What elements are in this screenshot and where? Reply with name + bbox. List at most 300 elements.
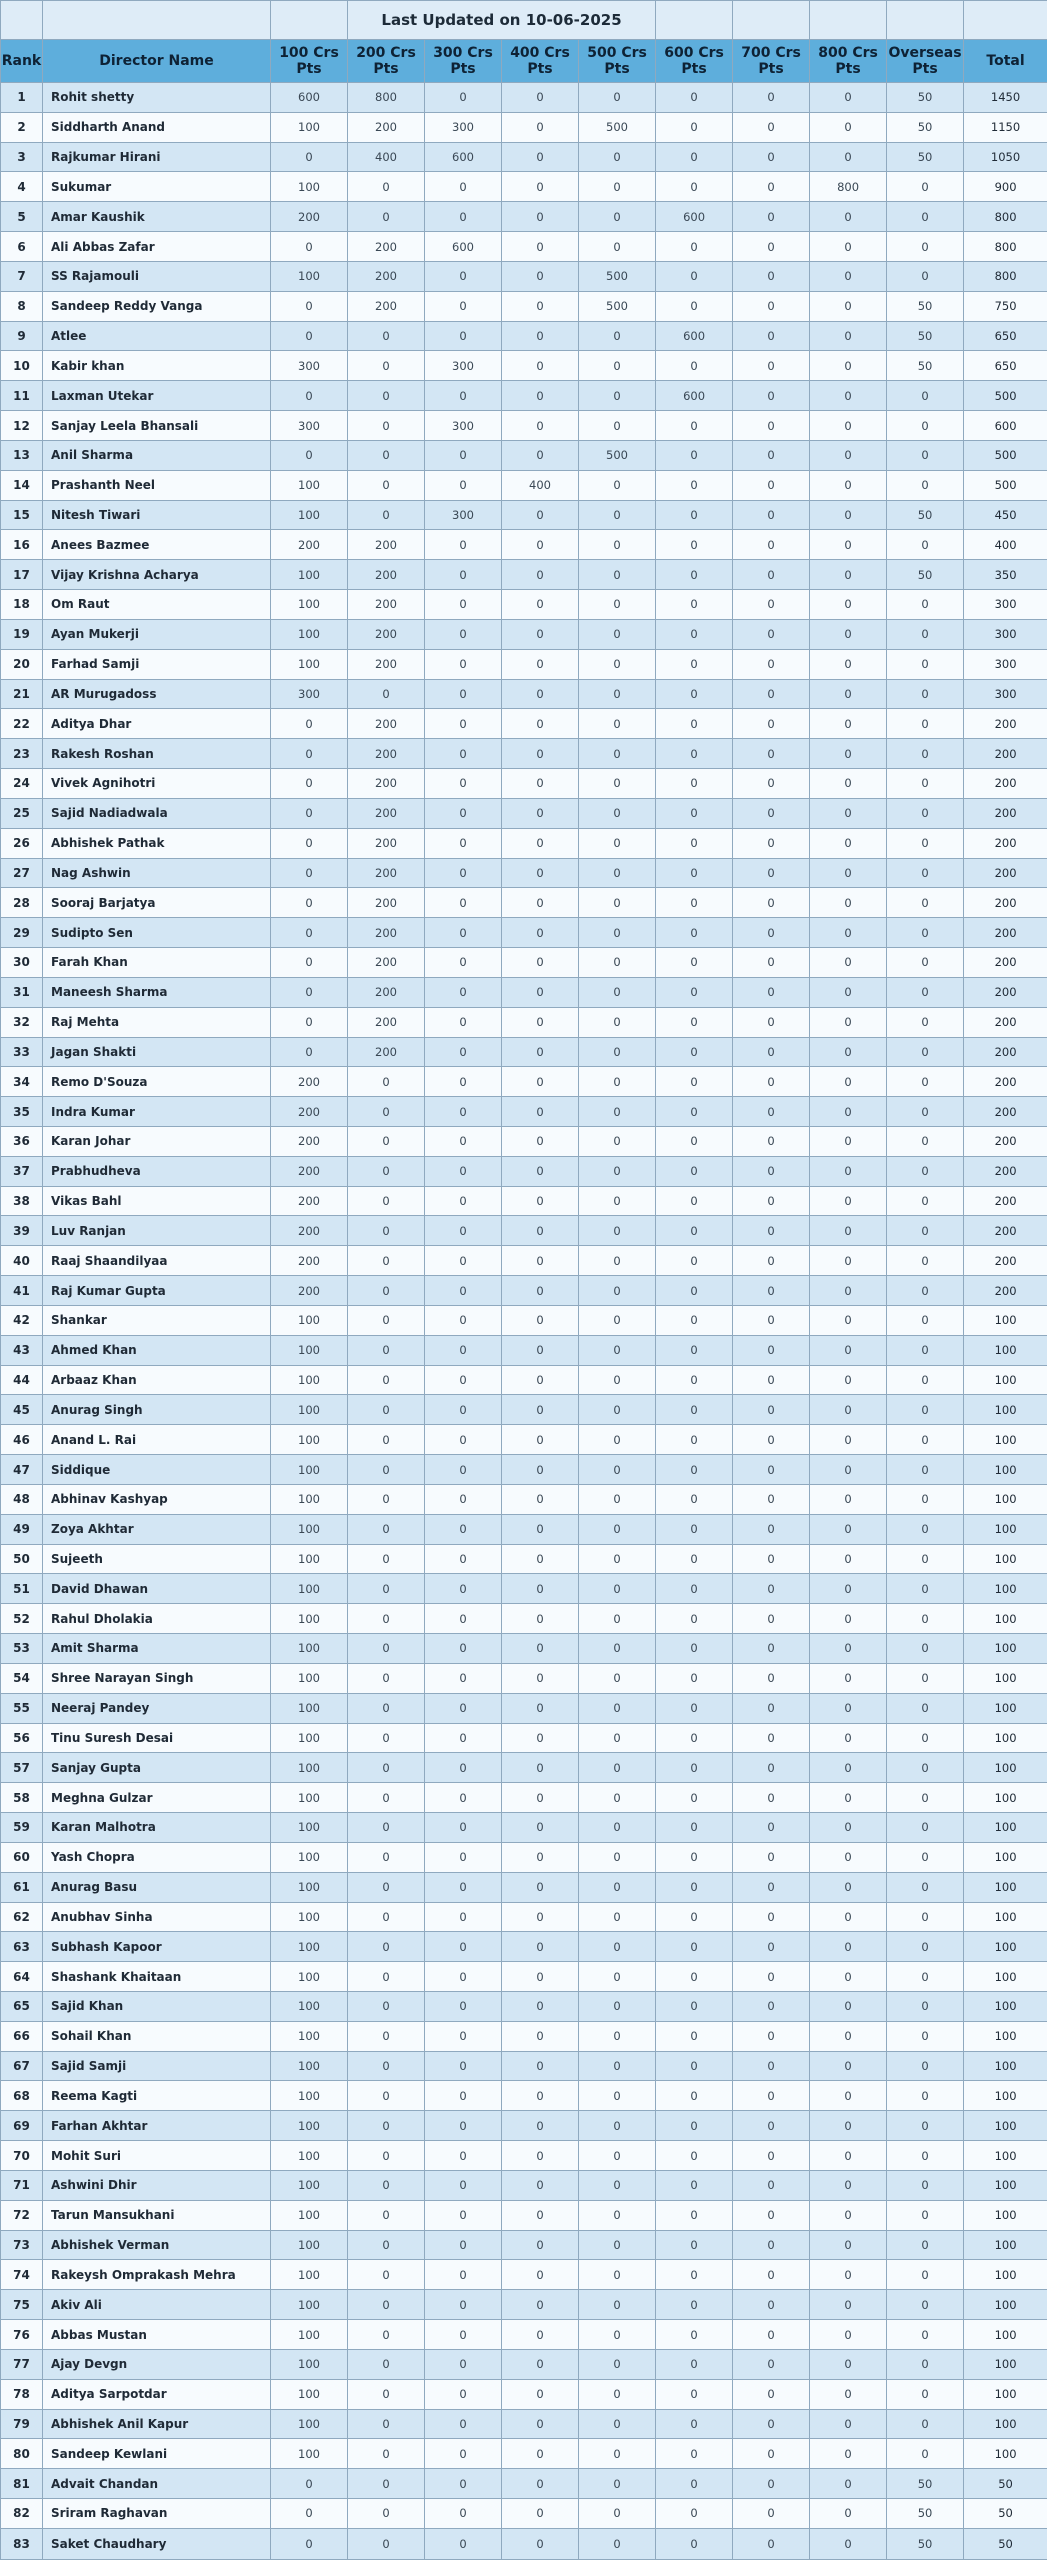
pts-300-cell: 600 [425, 232, 502, 262]
table-row [1, 1126, 1047, 1156]
blank-cell [733, 1, 810, 40]
pts-300-cell: 0 [425, 2260, 502, 2290]
pts-300-cell: 0 [425, 1932, 502, 1962]
pts-700-cell: 0 [733, 2021, 810, 2051]
pts-700-cell: 0 [733, 1604, 810, 1634]
director-name-cell: Sandeep Reddy Vanga [43, 291, 271, 321]
pts-700-cell: 0 [733, 1514, 810, 1544]
pts-700-cell: 0 [733, 1305, 810, 1335]
pts-200-cell: 0 [348, 2141, 425, 2171]
pts-400-cell: 0 [502, 1544, 579, 1574]
pts-700-cell: 0 [733, 2528, 810, 2559]
director-name-cell: Amit Sharma [43, 1634, 271, 1664]
director-name-cell: Aditya Sarpotdar [43, 2379, 271, 2409]
pts-400-cell: 0 [502, 1097, 579, 1127]
pts-600-cell: 0 [656, 1425, 733, 1455]
pts-800-cell: 0 [810, 1872, 887, 1902]
director-name-cell: Abhishek Anil Kapur [43, 2409, 271, 2439]
pts-300-cell: 0 [425, 2111, 502, 2141]
total-cell: 200 [964, 1097, 1047, 1127]
pts-800-cell: 0 [810, 2469, 887, 2499]
pts-300-cell: 0 [425, 1007, 502, 1037]
pts-700-cell: 0 [733, 888, 810, 918]
pts-100-cell: 100 [271, 2439, 348, 2469]
pts-200-cell: 0 [348, 1126, 425, 1156]
pts-500-cell: 0 [579, 500, 656, 530]
pts-100-cell: 200 [271, 1246, 348, 1276]
table-row [1, 381, 1047, 411]
pts-400-cell: 0 [502, 530, 579, 560]
table-row [1, 1365, 1047, 1395]
pts-500-cell: 0 [579, 1813, 656, 1843]
pts-100-cell: 100 [271, 2081, 348, 2111]
pts-400-cell: 0 [502, 2111, 579, 2141]
overseas-pts-cell: 0 [887, 858, 964, 888]
rank-cell: 7 [1, 261, 43, 291]
total-cell: 200 [964, 1126, 1047, 1156]
pts-300-cell: 0 [425, 2469, 502, 2499]
rank-cell: 29 [1, 918, 43, 948]
pts-100-cell: 100 [271, 1902, 348, 1932]
pts-300-cell: 0 [425, 1395, 502, 1425]
table-row [1, 739, 1047, 769]
table-row [1, 769, 1047, 799]
director-name-cell: Sanjay Gupta [43, 1753, 271, 1783]
pts-600-cell: 0 [656, 948, 733, 978]
overseas-pts-cell: 0 [887, 1455, 964, 1485]
total-cell: 800 [964, 202, 1047, 232]
pts-700-cell: 0 [733, 2260, 810, 2290]
total-cell: 100 [964, 1872, 1047, 1902]
table-row [1, 2260, 1047, 2290]
total-cell: 800 [964, 261, 1047, 291]
pts-100-cell: 100 [271, 112, 348, 142]
pts-300-cell: 0 [425, 918, 502, 948]
pts-800-cell: 0 [810, 1783, 887, 1813]
pts-800-cell: 0 [810, 1574, 887, 1604]
total-cell: 100 [964, 1693, 1047, 1723]
pts-200-cell: 0 [348, 1693, 425, 1723]
pts-800-cell: 0 [810, 1813, 887, 1843]
total-cell: 100 [964, 1574, 1047, 1604]
total-cell: 200 [964, 888, 1047, 918]
rank-cell: 41 [1, 1276, 43, 1306]
blank-cell [43, 1, 271, 40]
table-row [1, 530, 1047, 560]
pts-800-cell: 0 [810, 291, 887, 321]
pts-300-cell: 0 [425, 202, 502, 232]
pts-600-cell: 0 [656, 2290, 733, 2320]
pts-300-cell: 0 [425, 1305, 502, 1335]
total-cell: 1150 [964, 112, 1047, 142]
pts-500-cell: 0 [579, 1783, 656, 1813]
pts-700-cell: 0 [733, 679, 810, 709]
overseas-pts-cell: 0 [887, 381, 964, 411]
overseas-pts-cell: 0 [887, 1872, 964, 1902]
table-row [1, 291, 1047, 321]
pts-400-cell: 0 [502, 2469, 579, 2499]
pts-600-cell: 0 [656, 2111, 733, 2141]
pts-700-cell: 0 [733, 1425, 810, 1455]
table-row [1, 112, 1047, 142]
pts-100-cell: 0 [271, 381, 348, 411]
table-row [1, 1216, 1047, 1246]
pts-800-cell: 0 [810, 2170, 887, 2200]
pts-500-cell: 0 [579, 1604, 656, 1634]
total-cell: 200 [964, 1037, 1047, 1067]
pts-600-cell: 0 [656, 1813, 733, 1843]
pts-700-cell: 0 [733, 2111, 810, 2141]
pts-500-cell: 0 [579, 2499, 656, 2529]
pts-300-cell: 0 [425, 1902, 502, 1932]
pts-200-cell: 0 [348, 440, 425, 470]
rank-cell: 14 [1, 470, 43, 500]
director-name-cell: Farhad Samji [43, 649, 271, 679]
table-row [1, 948, 1047, 978]
overseas-pts-cell: 0 [887, 2290, 964, 2320]
total-cell: 200 [964, 709, 1047, 739]
pts-800-cell: 0 [810, 1156, 887, 1186]
pts-400-cell: 0 [502, 1634, 579, 1664]
rank-cell: 64 [1, 1962, 43, 1992]
pts-600-cell: 0 [656, 560, 733, 590]
pts-500-cell: 0 [579, 142, 656, 172]
pts-200-cell: 0 [348, 2528, 425, 2559]
rank-cell: 4 [1, 172, 43, 202]
pts-500-cell: 0 [579, 321, 656, 351]
rank-cell: 77 [1, 2349, 43, 2379]
rank-cell: 82 [1, 2499, 43, 2529]
overseas-pts-cell: 0 [887, 977, 964, 1007]
rank-cell: 19 [1, 619, 43, 649]
rank-cell: 81 [1, 2469, 43, 2499]
header-row [1, 40, 1047, 83]
pts-200-cell: 0 [348, 2439, 425, 2469]
pts-500-cell: 0 [579, 1216, 656, 1246]
pts-100-cell: 0 [271, 769, 348, 799]
pts-100-cell: 0 [271, 142, 348, 172]
pts-400-cell: 0 [502, 2439, 579, 2469]
pts-300-cell: 0 [425, 2081, 502, 2111]
director-name-cell: Anurag Basu [43, 1872, 271, 1902]
pts-100-cell: 100 [271, 172, 348, 202]
pts-600-cell: 0 [656, 232, 733, 262]
rank-cell: 51 [1, 1574, 43, 1604]
overseas-pts-cell: 0 [887, 1305, 964, 1335]
pts-800-cell: 0 [810, 1335, 887, 1365]
pts-800-cell: 0 [810, 1484, 887, 1514]
pts-500-cell: 0 [579, 858, 656, 888]
overseas-pts-cell: 0 [887, 1067, 964, 1097]
director-name-cell: Laxman Utekar [43, 381, 271, 411]
overseas-pts-cell: 0 [887, 202, 964, 232]
pts-300-cell: 0 [425, 381, 502, 411]
rank-cell: 44 [1, 1365, 43, 1395]
director-name-cell: Ayan Mukerji [43, 619, 271, 649]
pts-500-cell: 0 [579, 2528, 656, 2559]
pts-100-cell: 0 [271, 2528, 348, 2559]
director-name-cell: Sriram Raghavan [43, 2499, 271, 2529]
pts-600-cell: 0 [656, 709, 733, 739]
pts-400-cell: 0 [502, 2200, 579, 2230]
overseas-pts-cell: 0 [887, 1037, 964, 1067]
pts-200-cell: 0 [348, 351, 425, 381]
pts-800-cell: 0 [810, 1365, 887, 1395]
rank-cell: 2 [1, 112, 43, 142]
pts-800-cell: 0 [810, 590, 887, 620]
rank-cell: 79 [1, 2409, 43, 2439]
pts-500-cell: 0 [579, 1753, 656, 1783]
pts-200-cell: 0 [348, 321, 425, 351]
pts-500-cell: 500 [579, 291, 656, 321]
pts-200-cell: 0 [348, 1604, 425, 1634]
pts-100-cell: 100 [271, 2290, 348, 2320]
total-cell: 100 [964, 1842, 1047, 1872]
pts-300-cell: 0 [425, 2349, 502, 2379]
pts-100-cell: 200 [271, 1276, 348, 1306]
table-row [1, 142, 1047, 172]
pts-700-cell: 0 [733, 649, 810, 679]
table-row [1, 1037, 1047, 1067]
table-row [1, 2021, 1047, 2051]
table-row [1, 2051, 1047, 2081]
table-row [1, 1723, 1047, 1753]
pts-700-cell: 0 [733, 1395, 810, 1425]
pts-100-cell: 100 [271, 590, 348, 620]
director-name-cell: Farhan Akhtar [43, 2111, 271, 2141]
rank-cell: 36 [1, 1126, 43, 1156]
rank-cell: 60 [1, 1842, 43, 1872]
pts-500-cell: 0 [579, 888, 656, 918]
total-cell: 350 [964, 560, 1047, 590]
blank-cell [656, 1, 733, 40]
pts-800-cell: 0 [810, 530, 887, 560]
pts-800-cell: 0 [810, 1992, 887, 2022]
pts-600-cell: 0 [656, 2051, 733, 2081]
pts-500-cell: 0 [579, 1634, 656, 1664]
pts-500-cell: 0 [579, 2200, 656, 2230]
pts-800-cell: 0 [810, 2111, 887, 2141]
pts-600-cell: 0 [656, 2349, 733, 2379]
pts-300-cell: 0 [425, 1842, 502, 1872]
column-header-overseas: Overseas Pts [887, 40, 964, 83]
pts-200-cell: 200 [348, 261, 425, 291]
total-cell: 100 [964, 1365, 1047, 1395]
overseas-pts-cell: 50 [887, 83, 964, 113]
director-name-cell: Amar Kaushik [43, 202, 271, 232]
total-cell: 100 [964, 1514, 1047, 1544]
total-cell: 650 [964, 321, 1047, 351]
director-name-cell: Sajid Nadiadwala [43, 798, 271, 828]
pts-400-cell: 0 [502, 918, 579, 948]
blank-cell [271, 1, 348, 40]
pts-200-cell: 200 [348, 291, 425, 321]
pts-500-cell: 0 [579, 530, 656, 560]
rank-cell: 28 [1, 888, 43, 918]
pts-500-cell: 0 [579, 1395, 656, 1425]
rank-cell: 57 [1, 1753, 43, 1783]
overseas-pts-cell: 0 [887, 2141, 964, 2171]
pts-500-cell: 0 [579, 1484, 656, 1514]
table-row [1, 2111, 1047, 2141]
pts-700-cell: 0 [733, 619, 810, 649]
total-cell: 500 [964, 470, 1047, 500]
pts-500-cell: 0 [579, 2379, 656, 2409]
director-name-cell: Siddique [43, 1455, 271, 1485]
overseas-pts-cell: 50 [887, 2528, 964, 2559]
pts-600-cell: 0 [656, 1514, 733, 1544]
pts-700-cell: 0 [733, 470, 810, 500]
total-cell: 800 [964, 232, 1047, 262]
pts-600-cell: 0 [656, 769, 733, 799]
pts-500-cell: 0 [579, 1037, 656, 1067]
pts-300-cell: 600 [425, 142, 502, 172]
overseas-pts-cell: 0 [887, 1246, 964, 1276]
pts-800-cell: 0 [810, 411, 887, 441]
pts-300-cell: 0 [425, 2320, 502, 2350]
overseas-pts-cell: 0 [887, 1783, 964, 1813]
pts-800-cell: 0 [810, 1962, 887, 1992]
pts-600-cell: 0 [656, 1872, 733, 1902]
total-cell: 200 [964, 739, 1047, 769]
pts-100-cell: 0 [271, 948, 348, 978]
rank-cell: 35 [1, 1097, 43, 1127]
pts-600-cell: 0 [656, 679, 733, 709]
director-name-cell: Tinu Suresh Desai [43, 1723, 271, 1753]
pts-800-cell: 0 [810, 351, 887, 381]
pts-400-cell: 0 [502, 1067, 579, 1097]
rank-cell: 32 [1, 1007, 43, 1037]
pts-700-cell: 0 [733, 1842, 810, 1872]
pts-100-cell: 100 [271, 2200, 348, 2230]
pts-800-cell: 0 [810, 2081, 887, 2111]
director-name-cell: Shashank Khaitaan [43, 1962, 271, 1992]
director-name-cell: Anurag Singh [43, 1395, 271, 1425]
pts-300-cell: 300 [425, 112, 502, 142]
pts-500-cell: 500 [579, 112, 656, 142]
rank-cell: 69 [1, 2111, 43, 2141]
pts-100-cell: 0 [271, 798, 348, 828]
pts-800-cell: 0 [810, 2379, 887, 2409]
pts-600-cell: 0 [656, 1305, 733, 1335]
rank-cell: 68 [1, 2081, 43, 2111]
pts-600-cell: 0 [656, 2439, 733, 2469]
rank-cell: 13 [1, 440, 43, 470]
overseas-pts-cell: 0 [887, 739, 964, 769]
total-cell: 100 [964, 2379, 1047, 2409]
pts-600-cell: 0 [656, 798, 733, 828]
overseas-pts-cell: 50 [887, 2469, 964, 2499]
table-row [1, 2200, 1047, 2230]
pts-100-cell: 100 [271, 1723, 348, 1753]
pts-200-cell: 0 [348, 2111, 425, 2141]
pts-800-cell: 0 [810, 1425, 887, 1455]
pts-300-cell: 0 [425, 1425, 502, 1455]
overseas-pts-cell: 0 [887, 1902, 964, 1932]
rank-cell: 8 [1, 291, 43, 321]
pts-600-cell: 0 [656, 858, 733, 888]
pts-300-cell: 0 [425, 1156, 502, 1186]
pts-500-cell: 0 [579, 977, 656, 1007]
overseas-pts-cell: 0 [887, 2111, 964, 2141]
pts-400-cell: 0 [502, 1783, 579, 1813]
pts-800-cell: 0 [810, 2230, 887, 2260]
table-row [1, 1156, 1047, 1186]
director-name-cell: Ali Abbas Zafar [43, 232, 271, 262]
pts-400-cell: 0 [502, 291, 579, 321]
director-name-cell: Abbas Mustan [43, 2320, 271, 2350]
overseas-pts-cell: 0 [887, 1693, 964, 1723]
table-row [1, 1544, 1047, 1574]
pts-200-cell: 200 [348, 619, 425, 649]
pts-200-cell: 200 [348, 530, 425, 560]
pts-300-cell: 0 [425, 1097, 502, 1127]
director-name-cell: AR Murugadoss [43, 679, 271, 709]
pts-500-cell: 0 [579, 1992, 656, 2022]
pts-300-cell: 0 [425, 858, 502, 888]
pts-600-cell: 0 [656, 1455, 733, 1485]
pts-400-cell: 0 [502, 1842, 579, 1872]
pts-600-cell: 0 [656, 1067, 733, 1097]
pts-100-cell: 300 [271, 411, 348, 441]
pts-600-cell: 0 [656, 112, 733, 142]
table-row [1, 977, 1047, 1007]
pts-600-cell: 0 [656, 1216, 733, 1246]
director-name-cell: Shree Narayan Singh [43, 1663, 271, 1693]
pts-500-cell: 0 [579, 2260, 656, 2290]
pts-200-cell: 0 [348, 1574, 425, 1604]
pts-400-cell: 0 [502, 798, 579, 828]
pts-600-cell: 0 [656, 2200, 733, 2230]
pts-200-cell: 0 [348, 1842, 425, 1872]
table-row [1, 232, 1047, 262]
pts-500-cell: 0 [579, 1305, 656, 1335]
director-name-cell: Saket Chaudhary [43, 2528, 271, 2559]
table-row [1, 2290, 1047, 2320]
pts-500-cell: 0 [579, 1455, 656, 1485]
pts-700-cell: 0 [733, 948, 810, 978]
pts-600-cell: 0 [656, 1783, 733, 1813]
rank-cell: 11 [1, 381, 43, 411]
pts-400-cell: 0 [502, 2260, 579, 2290]
pts-400-cell: 0 [502, 1007, 579, 1037]
total-cell: 500 [964, 440, 1047, 470]
pts-800-cell: 0 [810, 918, 887, 948]
table-row [1, 1663, 1047, 1693]
pts-500-cell: 0 [579, 1246, 656, 1276]
overseas-pts-cell: 0 [887, 1574, 964, 1604]
pts-800-cell: 0 [810, 1663, 887, 1693]
pts-500-cell: 0 [579, 1663, 656, 1693]
pts-600-cell: 0 [656, 1365, 733, 1395]
total-cell: 100 [964, 2111, 1047, 2141]
overseas-pts-cell: 0 [887, 1007, 964, 1037]
pts-800-cell: 0 [810, 2439, 887, 2469]
pts-100-cell: 100 [271, 1574, 348, 1604]
pts-100-cell: 0 [271, 2499, 348, 2529]
total-cell: 100 [964, 1634, 1047, 1664]
pts-600-cell: 0 [656, 530, 733, 560]
pts-700-cell: 0 [733, 1007, 810, 1037]
pts-300-cell: 0 [425, 321, 502, 351]
table-row [1, 321, 1047, 351]
table-row [1, 2499, 1047, 2529]
overseas-pts-cell: 0 [887, 232, 964, 262]
pts-700-cell: 0 [733, 1276, 810, 1306]
pts-400-cell: 0 [502, 1693, 579, 1723]
pts-700-cell: 0 [733, 2290, 810, 2320]
director-name-cell: Om Raut [43, 590, 271, 620]
